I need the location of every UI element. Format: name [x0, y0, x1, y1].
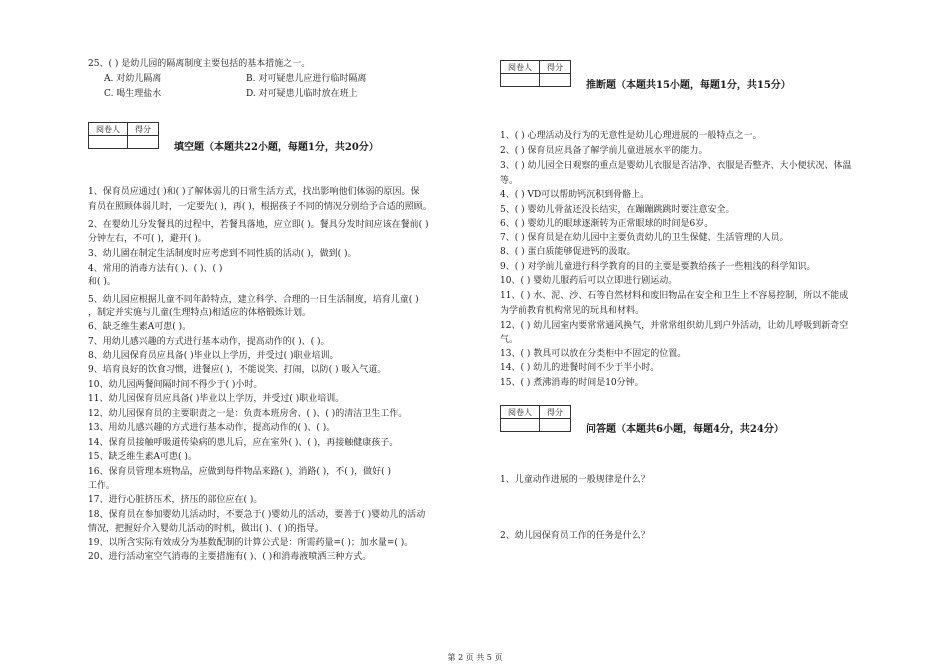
qa-question-2: 2、幼儿园保育员工作的任务是什么？ [500, 531, 650, 541]
fill-in-line: 分钟左右，不可( )，避开( )。 [88, 234, 207, 244]
reviewer-cell[interactable] [89, 136, 128, 149]
fill-in-line: 15、缺乏维生素A可患( )。 [88, 452, 197, 462]
fill-in-line: 情况，把握好介入婴幼儿活动的时机，做出( )、( )的指导。 [88, 524, 324, 534]
judgement-line: 5、( ) 婴幼儿骨盆还没长结实，在蹦蹦跳跳时要注意安全。 [500, 205, 735, 215]
judgement-line: 等。 [500, 176, 519, 186]
fill-in-line: 8、幼儿园保育员应具备( )毕业以上学历，并受过( )职业培训。 [88, 351, 339, 361]
judgement-line: 8、( ) 蛋白质能够促进钙的汲取。 [500, 247, 636, 257]
fill-in-line: 17、进行心脏挤压术，挤压的部位应在( )。 [88, 495, 263, 505]
judgement-line: 2、( ) 保育员应具备了解学前儿童进展水平的能力。 [500, 146, 708, 156]
fill-in-line: 4、常用的消毒方法有( )、( )、( ) [88, 264, 223, 274]
judgement-line: 1、( ) 心理活动及行为的无意性是幼儿心理进展的一般特点之一。 [500, 131, 762, 141]
section-title-judgement: 推断题（本题共15小题，每题1分，共15分） [586, 80, 791, 91]
section-title-qa: 问答题（本题共6小题，每题4分，共24分） [586, 424, 784, 435]
judgement-line: 10、( ) 婴幼儿服药后可以立即进行剧运动。 [500, 276, 678, 286]
judgement-line: 7、( ) 保育员是在幼儿园中主要负责幼儿的卫生保健、生活管理的人员。 [500, 233, 789, 243]
score-label: 得分 [540, 61, 571, 74]
reviewer-cell[interactable] [501, 419, 540, 432]
fill-in-line: 6、缺乏维生素A可患( )。 [88, 322, 192, 332]
q25-option-d: D. 对可疑患儿临时放在班上 [246, 89, 358, 99]
judgement-line: 15、( ) 煮沸消毒的时间是10分钟。 [500, 378, 644, 388]
fill-in-line: 5、幼儿园应根据儿童不同年龄特点，建立科学、合理的一日生活制度，培育儿童( ) [88, 295, 419, 305]
fill-in-line: 14、保育员接触呼吸道传染病的患儿后，应在室外( )、( )，再接触健康孩子。 [88, 438, 399, 448]
judgement-line: 11、( ) 水、泥、沙、石等自然材料和废旧物品在安全和卫生上不容易控制，所以不能成 [500, 291, 849, 301]
judgement-line: 气。 [500, 335, 519, 345]
reviewer-label: 阅卷人 [501, 61, 540, 74]
score-box-fill-in [88, 122, 159, 149]
fill-in-line: 和( )。 [88, 277, 116, 287]
fill-in-line: 19、以所含实际有效成分为基数配制的计算公式是：所需药量=( )；加水量=( )。 [88, 538, 414, 548]
fill-in-line: 9、培育良好的饮食习惯，进餐应( )，不能说笑、打闹，以防( ) 吸入气道。 [88, 365, 387, 375]
q25-option-b: B. 对可疑患儿应进行临时隔离 [246, 74, 367, 84]
reviewer-cell[interactable] [501, 74, 540, 87]
judgement-line: 9、( ) 对学前儿童进行科学教育的目的主要是要教给孩子一些粗浅的科学知识。 [500, 262, 816, 272]
question-25-stem: 25、( ) 是幼儿园的隔离制度主要包括的基本措施之一。 [88, 59, 311, 69]
qa-question-1: 1、儿童动作进展的一般规律是什么？ [500, 475, 650, 485]
fill-in-line: 12、幼儿园保育员的主要职责之一是：负责本班房舍、( )、( )的清洁卫生工作。 [88, 409, 408, 419]
fill-in-line: 1、保育员应通过( )和( )了解体弱儿的日常生活方式，找出影响他们体弱的原因。保 [88, 187, 420, 197]
score-cell[interactable] [128, 136, 159, 149]
judgement-line: 为学前教育机构常见的玩具和材料。 [500, 306, 645, 316]
fill-in-line: 10、幼儿园两餐间隔时间不得少于( )小时。 [88, 380, 263, 390]
score-box-qa [500, 405, 571, 432]
fill-in-line: 11、幼儿园保育员应具备( )毕业以上学历，并受过( )职业培训。 [88, 394, 345, 404]
q25-option-c: C. 喝生理盐水 [104, 89, 162, 99]
score-cell[interactable] [540, 419, 571, 432]
judgement-line: 12、( ) 幼儿园室内要常常通风换气，并常常组织幼儿到户外活动，让幼儿呼吸到新奇空 [500, 321, 849, 331]
fill-in-line: 18、保育员在参加婴幼儿活动时，不要急于( )婴幼儿的活动，要善于( )婴幼儿的活动 [88, 510, 426, 520]
fill-in-line: 工作。 [88, 481, 116, 491]
judgement-line: 4、( ) VD可以帮助钙沉积到骨骼上。 [500, 190, 650, 200]
fill-in-line: 育员在照顾体弱儿时，一定要先( )，再( )，根据孩子不同的情况分别给予合适的照顾。 [88, 202, 432, 212]
score-label: 得分 [128, 123, 159, 136]
q25-option-a: A. 对幼儿隔离 [104, 74, 162, 84]
reviewer-label: 阅卷人 [501, 406, 540, 419]
score-cell[interactable] [540, 74, 571, 87]
judgement-line: 6、( ) 婴幼儿的眼球逐渐转为正常眼球的时间是6岁。 [500, 219, 714, 229]
page-footer: 第 2 页 共 5 页 [447, 653, 503, 662]
fill-in-line: ，制定并实施与儿童(生理特点)相适应的体格锻炼计划。 [88, 308, 312, 318]
judgement-line: 14、( ) 幼儿的进餐时间不少于半小时。 [500, 363, 660, 373]
fill-in-line: 16、保育员管理本班物品，应做到每件物品来路( )，消路( )，不( )，做好( ) [88, 467, 391, 477]
fill-in-line: 7、用幼儿感兴趣的方式进行基本动作，提高动作的( )、( )。 [88, 337, 330, 347]
judgement-line: 13、( ) 教具可以放在分类柜中不固定的位置。 [500, 349, 687, 359]
score-box-judgement [500, 60, 571, 87]
fill-in-line: 3、幼儿園在制定生活制度时应考虑到不同性质的活动( )，做到( )。 [88, 249, 357, 259]
reviewer-label: 阅卷人 [89, 123, 128, 136]
fill-in-line: 20、进行活动室空气消毒的主要措施有( )、( )和消毒液喷洒三种方式。 [88, 552, 372, 562]
fill-in-line: 2、在婴幼儿分发餐具的过程中，若餐具落地，应立即( )。餐具分发时间应该在餐前( ) [88, 220, 429, 230]
judgement-line: 3、( ) 幼儿园全日观察的重点是婴幼儿衣服是否洁净、衣服是否整齐、大小便状况、体温 [500, 161, 852, 171]
score-label: 得分 [540, 406, 571, 419]
fill-in-line: 13、用幼儿感兴趣的方式进行基本动作，提高动作的( )、( )。 [88, 423, 336, 433]
section-title-fill-in: 填空题（本题共22小题，每题1分，共20分） [174, 142, 379, 153]
